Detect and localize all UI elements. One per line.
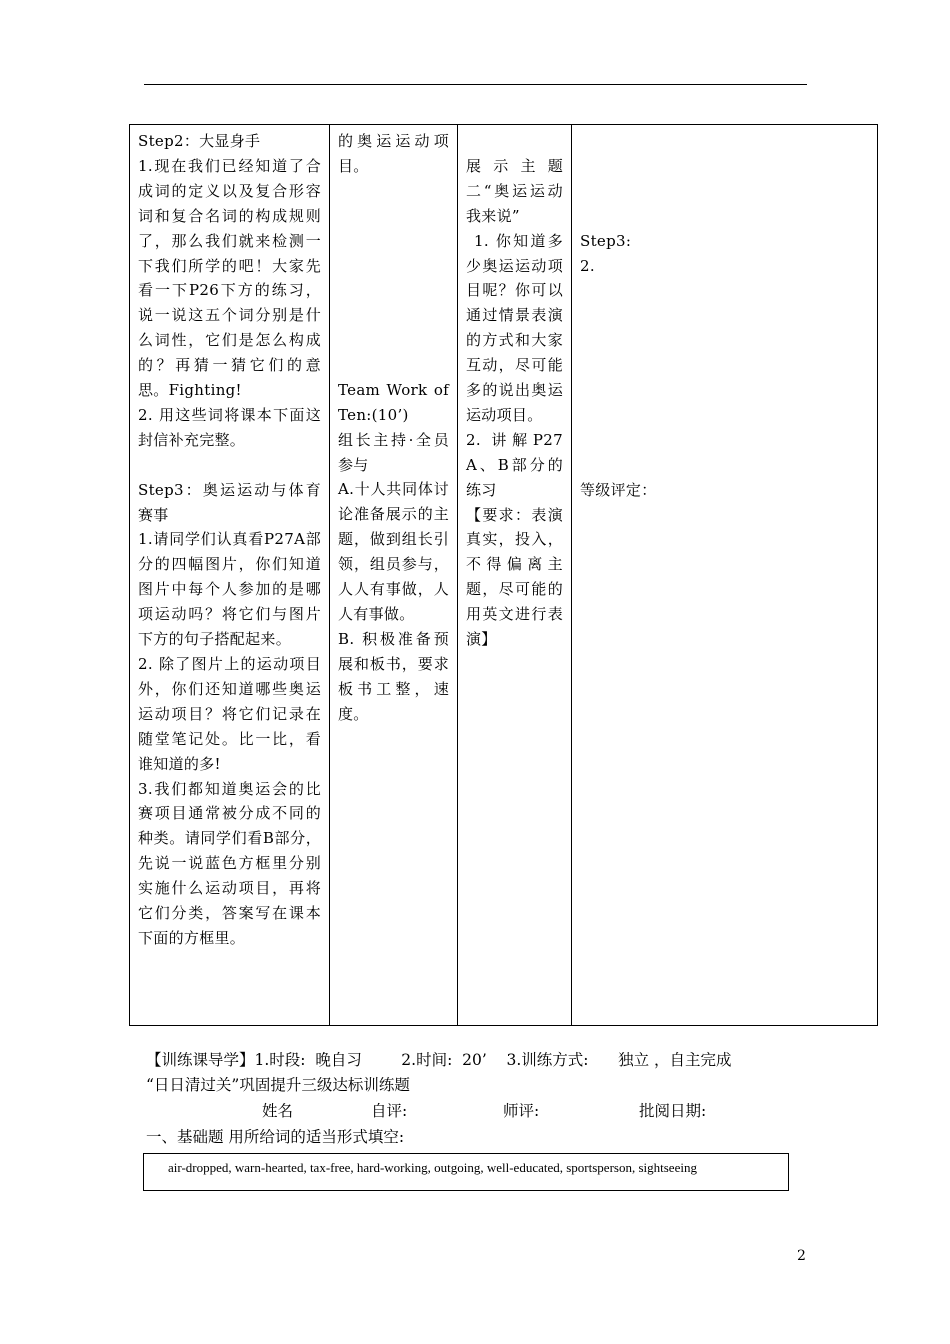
grade-label: 等级评定： xyxy=(580,480,657,499)
step3-item-1: 1.请同学们认真看P27A部分的四幅图片，你们知道图片中每个人参加的是哪项运动吗？将它们与图片下方的句子搭配起来。 xyxy=(138,530,321,649)
teacher-eval-label: 师评: xyxy=(503,1102,540,1120)
teamwork-item-b: B. 积极准备预展和板书，要求板书工整，速度。 xyxy=(338,629,449,723)
basic-section-title: 一、基础题 用所给词的适当形式填空: xyxy=(146,1128,405,1146)
header-rule xyxy=(144,84,807,85)
review-date-label: 批阅日期: xyxy=(639,1102,707,1120)
notes-cell xyxy=(572,125,878,1026)
teamwork-continued: 的奥运运动项目。 xyxy=(338,132,449,175)
student-activity-cell xyxy=(130,125,330,1026)
step2-item-1: 1.现在我们已经知道了合成词的定义以及复合形容词和复合名词的构成规则了，那么我们就来检测一下我们所学的吧！大家先看一下P26下方的练习，说一说这五个词分别是什么词性，它们是怎么构成的？再猜一猜它们的意思。Fighting! xyxy=(138,156,321,400)
exercise-title: “日日清过关”巩固提升三级达标训练题 xyxy=(146,1076,410,1094)
step3-item-3: 3.我们都知道奥运会的比赛项目通常被分成不同的种类。请同学们看B部分，先说一说蓝色方框里分别实施什么运动项目，再将它们分类，答案写在课本下面的方框里。 xyxy=(138,779,321,947)
presentation-item-2: 2. 讲解P27 A、B部分的练习 xyxy=(466,430,563,499)
presentation-requirements: 【要求：表演真实，投入，不得偏离主题，尽可能的用英文进行表演】 xyxy=(466,505,563,649)
notes-item-2: 2. xyxy=(580,256,595,275)
presentation-theme: 展示主题二“奥运运动我来说” xyxy=(466,156,563,225)
training-info: 【训练课导学】1.时段: 晚自习 2.时间: 20’ 3.训练方式: 独立 ，自主完成 xyxy=(146,1051,732,1069)
word-bank-box xyxy=(143,1153,789,1191)
self-eval-label: 自评: xyxy=(371,1102,408,1120)
lesson-table xyxy=(129,124,878,1026)
notes-step3: Step3: xyxy=(580,231,632,250)
step2-item-2: 2. 用这些词将课本下面这封信补充完整。 xyxy=(138,405,321,449)
presentation-cell xyxy=(458,125,572,1026)
spacer xyxy=(466,129,563,154)
spacer xyxy=(580,129,869,229)
page-number: 2 xyxy=(797,1248,806,1264)
teamwork-leader: 组长主持·全员参与 xyxy=(338,430,449,474)
name-label: 姓名 xyxy=(262,1102,294,1120)
teamwork-cell xyxy=(330,125,458,1026)
teamwork-item-a: A.十人共同体讨论准备展示的主题，做到组长引领，组员参与，人人有事做，人人有事做。 xyxy=(338,480,449,623)
step3-heading: Step3：奥运运动与体育赛事 xyxy=(138,480,321,524)
step2-heading: Step2：大显身手 xyxy=(138,132,261,150)
presentation-item-1: 1. 你知道多少奥运运动项目呢？你可以通过情景表演的方式和大家互动，尽可能多的说出奥运运动项目。 xyxy=(466,231,563,424)
step3-item-2: 2. 除了图片上的运动项目外，你们还知道哪些奥运运动项目？将它们记录在随堂笔记处。比一比，看谁知道的多! xyxy=(138,655,321,773)
word-bank: air-dropped, warn-hearted, tax-free, hard-working, outgoing, well-educated, sportsperson, sightseeing xyxy=(168,1160,697,1175)
spacer xyxy=(580,278,869,477)
teamwork-heading: Team Work of Ten:(10’) xyxy=(338,380,449,424)
blank-line xyxy=(138,453,321,478)
spacer xyxy=(338,179,449,378)
